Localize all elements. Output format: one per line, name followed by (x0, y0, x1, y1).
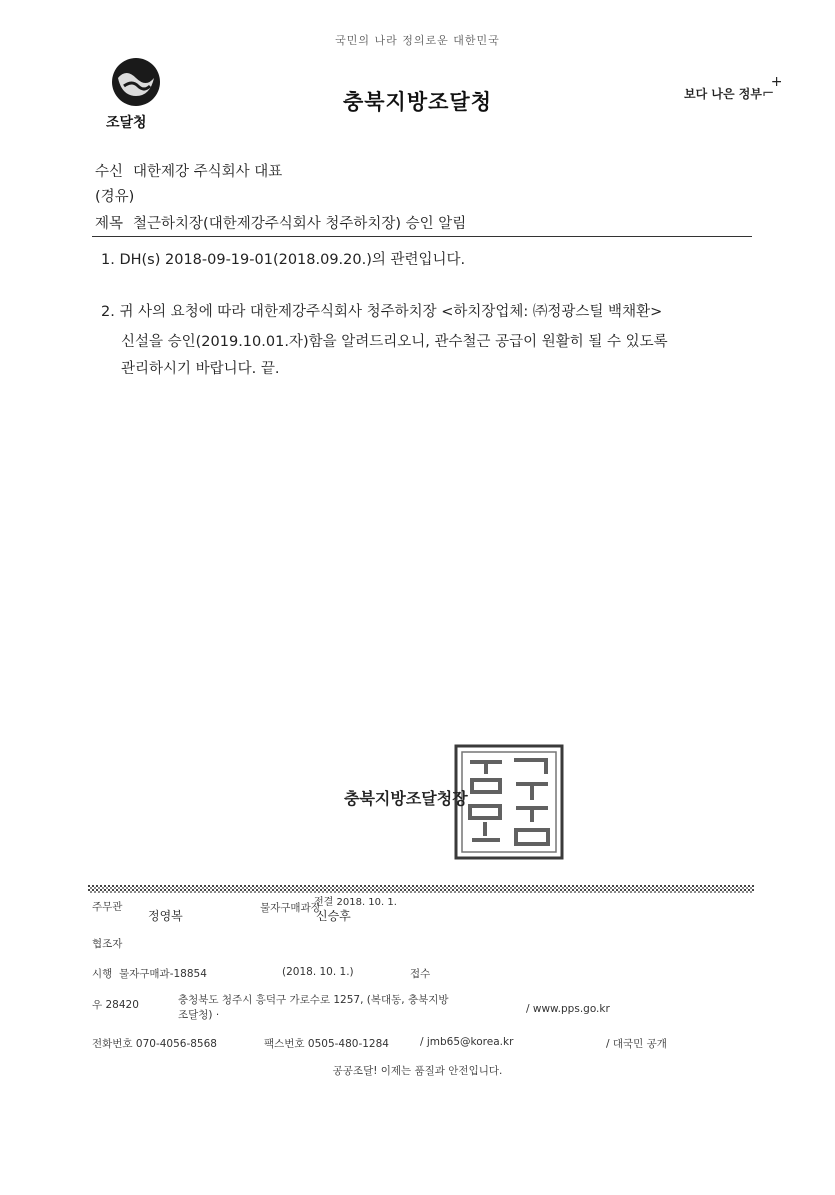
address-line-1: 충청북도 청주시 흥덕구 가로수로 1257, (복대동, 충북지방 (178, 994, 449, 1006)
logo-label: 조달청 (106, 115, 147, 131)
via-row: (경유) (95, 189, 135, 205)
recipient-row (95, 160, 282, 181)
body-item-2-line-1: 2. 귀 사의 요청에 따라 대한제강주식회사 청주하치장 <하치장업체: ㈜정광스틸 백채환> (101, 304, 663, 320)
signer-title: 충북지방조달청장 (344, 789, 468, 808)
approver-title: 물자구매과장 (260, 902, 321, 914)
enforcement-date: (2018. 10. 1.) (282, 966, 354, 978)
slogan: 국민의 나라 정의로운 대한민국 (335, 34, 500, 47)
enforcement-number: 물자구매과-18854 (118, 968, 207, 980)
organization-title: 충북지방조달청 (342, 90, 492, 114)
footer-divider (88, 878, 754, 886)
disclosure-status: / 대국민 공개 (606, 1038, 667, 1050)
official-seal-icon (454, 744, 564, 860)
drafter-label: 주무관 (92, 901, 123, 913)
recipient-value: 대한제강 주식회사 대표 (133, 164, 283, 180)
approval-note: 전결 2018. 10. 1. (314, 897, 397, 908)
drafter-name: 정영복 (148, 909, 183, 923)
receipt-label: 접수 (410, 968, 431, 980)
phone-number: 전화번호 070-4056-8568 (92, 1038, 217, 1050)
footer-motto: 공공조달! 이제는 품질과 안전입니다. (332, 1065, 503, 1077)
enforcement-label: 시행 (92, 968, 113, 980)
address-line-2: 조달청) · (178, 1009, 220, 1021)
body-item-2-line-3: 관리하시기 바랍니다. 끝. (121, 361, 280, 377)
government-logo: 보다 나은 정부⌐ + (684, 74, 783, 102)
approver-name: 신승후 (316, 909, 351, 923)
recipient-label: 수신 (95, 164, 124, 180)
enforcement-row (92, 966, 207, 981)
subject-label: 제목 (95, 216, 124, 232)
header-divider (92, 236, 752, 237)
subject-row (95, 212, 466, 233)
cooperator-label: 협조자 (92, 938, 123, 950)
government-logo-text: 보다 나은 정부 (684, 87, 762, 101)
plus-icon: + (770, 74, 783, 90)
website: / www.pps.go.kr (526, 1003, 610, 1015)
email-address: / jmb65@korea.kr (420, 1036, 514, 1048)
subject-value: 철근하치장(대한제강주식회사 청주하치장) 승인 알림 (133, 216, 467, 232)
body-item-1: 1. DH(s) 2018-09-19-01(2018.09.20.)의 관련입니다. (101, 252, 466, 268)
body-item-2-line-2: 신설을 승인(2019.10.01.자)함을 알려드리오니, 관수철근 공급이 원활히 될 수 있도록 (121, 334, 668, 350)
fax-number: 팩스번호 0505-480-1284 (264, 1038, 389, 1050)
postal-code: 우 28420 (92, 999, 139, 1011)
